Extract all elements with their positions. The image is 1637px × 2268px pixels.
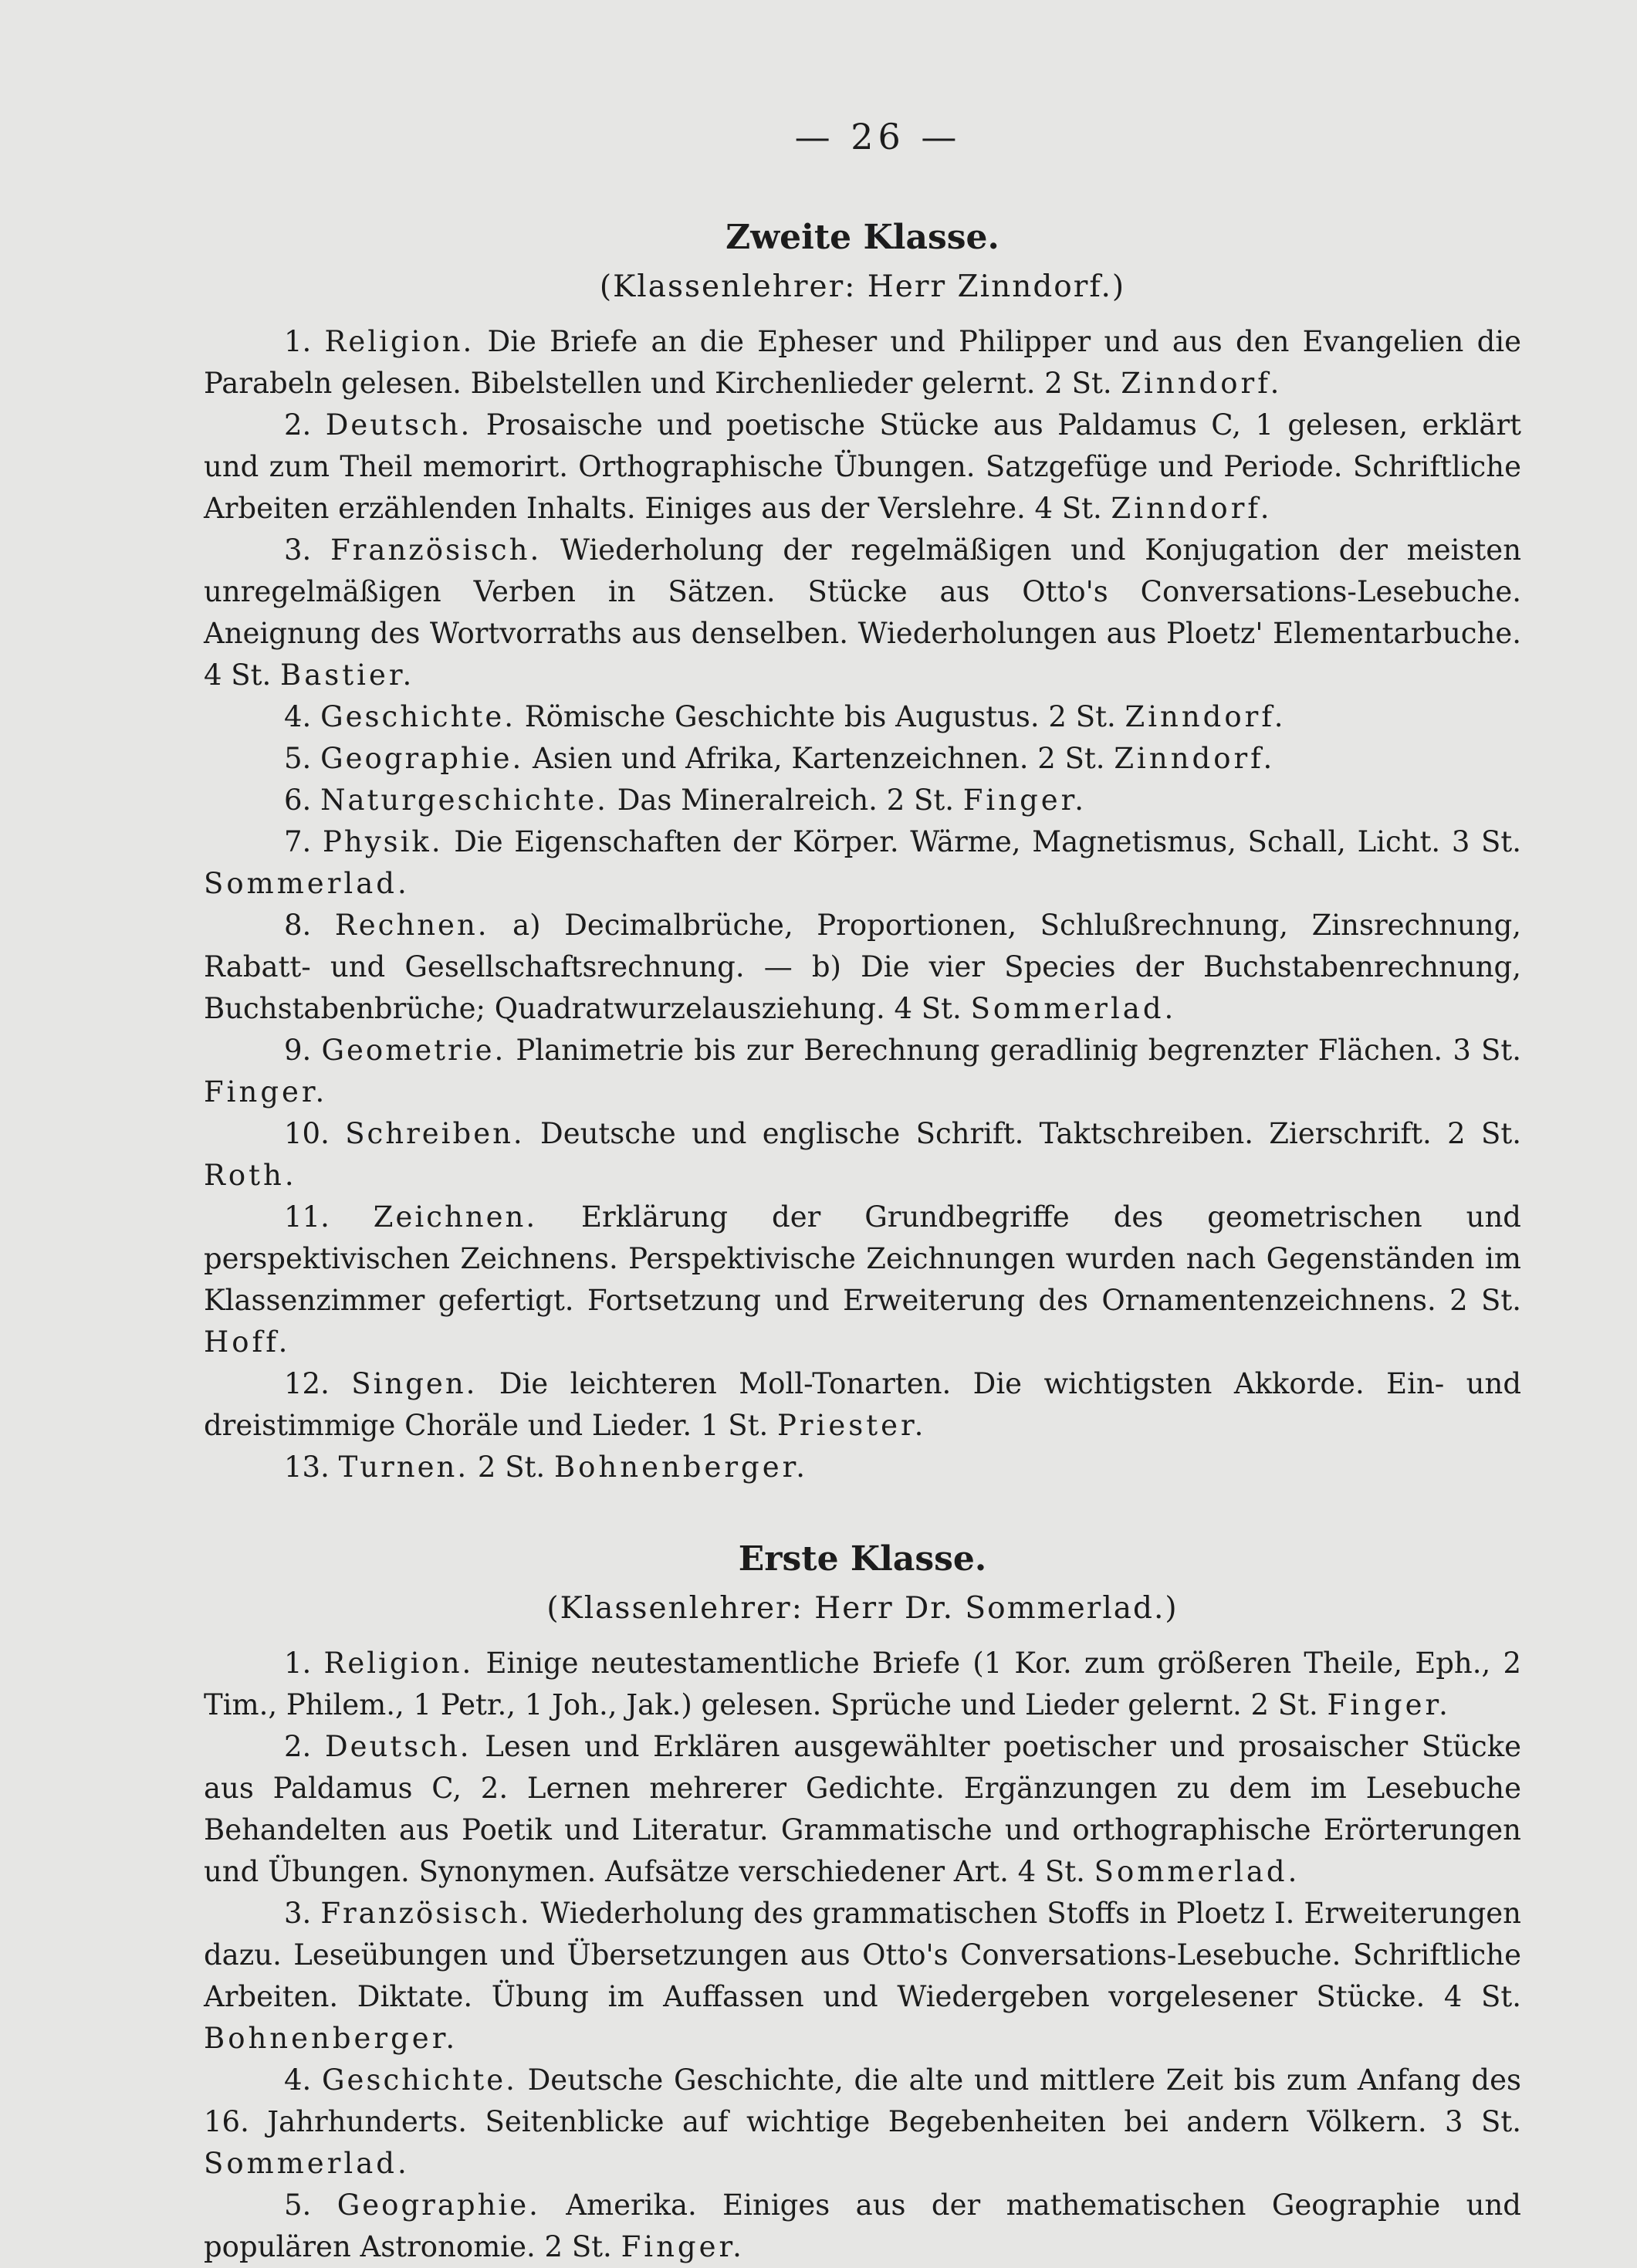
- section-title: Erste Klasse.: [738, 1539, 987, 1579]
- teacher-name: Sommerlad.: [970, 992, 1177, 1025]
- teacher-name: Hoff.: [204, 1325, 291, 1359]
- entry-text: Amerika. Einiges aus der mathematischen Geographie und populären Astronomie. 2 St.: [204, 2188, 1521, 2263]
- teacher-name: Bastier.: [280, 658, 415, 692]
- subject-name: Geographie.: [337, 2188, 540, 2222]
- section-subtitle: (Klassenlehrer: Herr Dr. Sommerlad.): [546, 1591, 1179, 1626]
- subject-name: Französisch.: [330, 533, 542, 567]
- teacher-name: Bohnenberger.: [204, 2022, 458, 2055]
- entry-text: Die leichteren Moll-Tonarten. Die wichtigsten Akkorde. Ein- und dreistimmige Choräle und Lieder. 1 St.: [204, 1367, 1521, 1442]
- subject-name: Religion.: [323, 1647, 474, 1680]
- entry-number: 1.: [284, 1647, 312, 1680]
- section-title: Zweite Klasse.: [725, 218, 999, 257]
- subject-entry: [204, 2185, 1521, 2268]
- subject-name: Geometrie.: [321, 1034, 506, 1067]
- subject-entry: [204, 1363, 1521, 1447]
- teacher-name: Zinndorf.: [1111, 492, 1273, 525]
- entry-number: 6.: [284, 784, 312, 817]
- teacher-name: Finger.: [962, 784, 1087, 817]
- entry-number: 9.: [284, 1034, 312, 1067]
- entry-text: Die Eigenschaften der Körper. Wärme, Magnetismus, Schall, Licht. 3 St.: [454, 825, 1522, 858]
- subject-entry: [204, 1726, 1521, 1893]
- entry-number: 1.: [284, 325, 312, 358]
- subject-entry: [204, 530, 1521, 696]
- entry-text: Die Briefe an die Epheser und Philipper und aus den Evangelien die Parabeln gelesen. Bibelstellen und Kirchenlieder gelernt. 2 St.: [204, 325, 1521, 400]
- entry-text: Deutsche Geschichte, die alte und mittlere Zeit bis zum Anfang des 16. Jahrhunderts. Seitenblicke auf wichtige Begebenheiten bei andern Völkern. 3 St.: [204, 2063, 1521, 2138]
- subject-name: Deutsch.: [325, 408, 472, 442]
- teacher-name: Zinndorf.: [1121, 367, 1283, 400]
- subject-entry: [204, 696, 1521, 738]
- teacher-name: Finger.: [204, 1075, 328, 1109]
- teacher-name: Bohnenberger.: [553, 1451, 809, 1484]
- entry-text: Wiederholung des grammatischen Stoffs in Ploetz I. Erweiterungen dazu. Leseübungen und Übersetzungen aus Otto's Conversations-Lesebuche. Schriftliche Arbeiten. Diktate. Übung im Auffassen und Wiedergeben vorgelesener Stücke. 4 St.: [204, 1897, 1521, 2013]
- entry-number: 5.: [284, 2188, 312, 2222]
- subject-name: Deutsch.: [325, 1730, 472, 1763]
- subject-entry: [204, 1893, 1521, 2060]
- subject-entry: [204, 905, 1521, 1030]
- teacher-name: Finger.: [1327, 1688, 1451, 1721]
- entry-number: 7.: [284, 825, 312, 858]
- entry-number: 2.: [284, 408, 312, 442]
- entry-text: Das Mineralreich. 2 St.: [617, 784, 954, 817]
- subject-name: Turnen.: [338, 1451, 469, 1484]
- subject-entry: [204, 821, 1521, 905]
- entry-number: 10.: [284, 1117, 330, 1150]
- entry-text: Planimetrie bis zur Berechnung geradlinig begrenzter Flächen. 3 St.: [516, 1034, 1521, 1067]
- subject-entry: [204, 2060, 1521, 2185]
- subject-entry: [204, 1030, 1521, 1113]
- subject-name: Geschichte.: [320, 700, 516, 733]
- section-zweite-klasse: [204, 218, 1521, 1488]
- teacher-name: Priester.: [776, 1409, 927, 1442]
- entry-number: 2.: [284, 1730, 312, 1763]
- entry-number: 3.: [284, 1897, 312, 1930]
- section-erste-klasse: [204, 1539, 1521, 2268]
- subject-name: Singen.: [351, 1367, 478, 1400]
- entry-number: 3.: [284, 533, 312, 567]
- subject-entry: [204, 1643, 1521, 1726]
- entry-text: Wiederholung der regelmäßigen und Konjugation der meisten unregelmäßigen Verben in Sätzen. Stücke aus Otto's Conversations-Lesebuche. Aneignung des Wortvorraths aus denselben. Wiederholungen aus Ploetz' Elementarbuche. 4 St.: [204, 533, 1522, 692]
- entry-text: Erklärung der Grundbegriffe des geometrischen und perspektivischen Zeichnens. Perspektivische Zeichnungen wurden nach Gegenständen im Klassenzimmer gefertigt. Fortsetzung und Erweiterung des Ornamentenzeichnens. 2 St.: [204, 1200, 1521, 1317]
- section-subtitle: (Klassenlehrer: Herr Zinndorf.): [599, 269, 1126, 304]
- subject-entry: [204, 1197, 1521, 1363]
- page-number: — 26 —: [794, 116, 962, 157]
- entry-number: 4.: [284, 700, 312, 733]
- entry-text: Asien und Afrika, Kartenzeichnen. 2 St.: [533, 742, 1105, 775]
- entry-text: 2 St.: [477, 1451, 546, 1484]
- subject-name: Physik.: [322, 825, 443, 858]
- teacher-name: Roth.: [204, 1159, 297, 1192]
- subject-entry: [204, 1113, 1521, 1197]
- entry-number: 4.: [284, 2063, 312, 2097]
- subject-name: Geographie.: [320, 742, 524, 775]
- teacher-name: Sommerlad.: [204, 2147, 410, 2180]
- subject-name: Religion.: [324, 325, 475, 358]
- subject-entry: [204, 738, 1521, 780]
- subject-name: Rechnen.: [334, 909, 489, 942]
- subject-name: Schreiben.: [345, 1117, 525, 1150]
- section-spacer: [204, 1488, 1521, 1539]
- subject-entry: [204, 1447, 1521, 1488]
- subject-name: Geschichte.: [322, 2063, 517, 2097]
- subject-name: Zeichnen.: [373, 1200, 538, 1234]
- entry-text: Römische Geschichte bis Augustus. 2 St.: [524, 700, 1116, 733]
- teacher-name: Finger.: [621, 2230, 745, 2263]
- entry-number: 5.: [284, 742, 312, 775]
- teacher-name: Sommerlad.: [1094, 1855, 1300, 1888]
- teacher-name: Sommerlad.: [204, 867, 410, 900]
- entry-text: Deutsche und englische Schrift. Taktschreiben. Zierschrift. 2 St.: [540, 1117, 1522, 1150]
- teacher-name: Zinndorf.: [1125, 700, 1287, 733]
- subject-entry: [204, 780, 1521, 821]
- entry-text: Einige neutestamentliche Briefe (1 Kor. zum größeren Theile, Eph., 2 Tim., Philem., 1 Petr., 1 Joh., Jak.) gelesen. Sprüche und Lieder gelernt. 2 St.: [204, 1647, 1521, 1721]
- teacher-name: Zinndorf.: [1114, 742, 1276, 775]
- entry-number: 11.: [284, 1200, 330, 1234]
- entry-text: Prosaische und poetische Stücke aus Paldamus C, 1 gelesen, erklärt und zum Theil memorirt. Orthographische Übungen. Satzgefüge und Periode. Schriftliche Arbeiten erzählenden Inhalts. Einiges aus der Verslehre. 4 St.: [204, 408, 1522, 525]
- subject-name: Naturgeschichte.: [320, 784, 608, 817]
- subject-entry: [204, 405, 1521, 530]
- entry-number: 12.: [284, 1367, 330, 1400]
- subject-name: Französisch.: [320, 1897, 532, 1930]
- entry-number: 8.: [284, 909, 312, 942]
- entry-text: a) Decimalbrüche, Proportionen, Schlußrechnung, Zinsrechnung, Rabatt- und Gesellschaftsrechnung. — b) Die vier Species der Buchstabenrechnung, Buchstabenbrüche; Quadratwurzelausziehung. 4 St.: [204, 909, 1522, 1025]
- entry-text: Lesen und Erklären ausgewählter poetischer und prosaischer Stücke aus Paldamus C, 2. Lernen mehrerer Gedichte. Ergänzungen zu dem im Lesebuche Behandelten aus Poetik und Literatur. Grammatische und orthographische Erörterungen und Übungen. Synonymen. Aufsätze verschiedener Art. 4 St.: [204, 1730, 1522, 1888]
- subject-entry: [204, 321, 1521, 405]
- entry-number: 13.: [284, 1451, 330, 1484]
